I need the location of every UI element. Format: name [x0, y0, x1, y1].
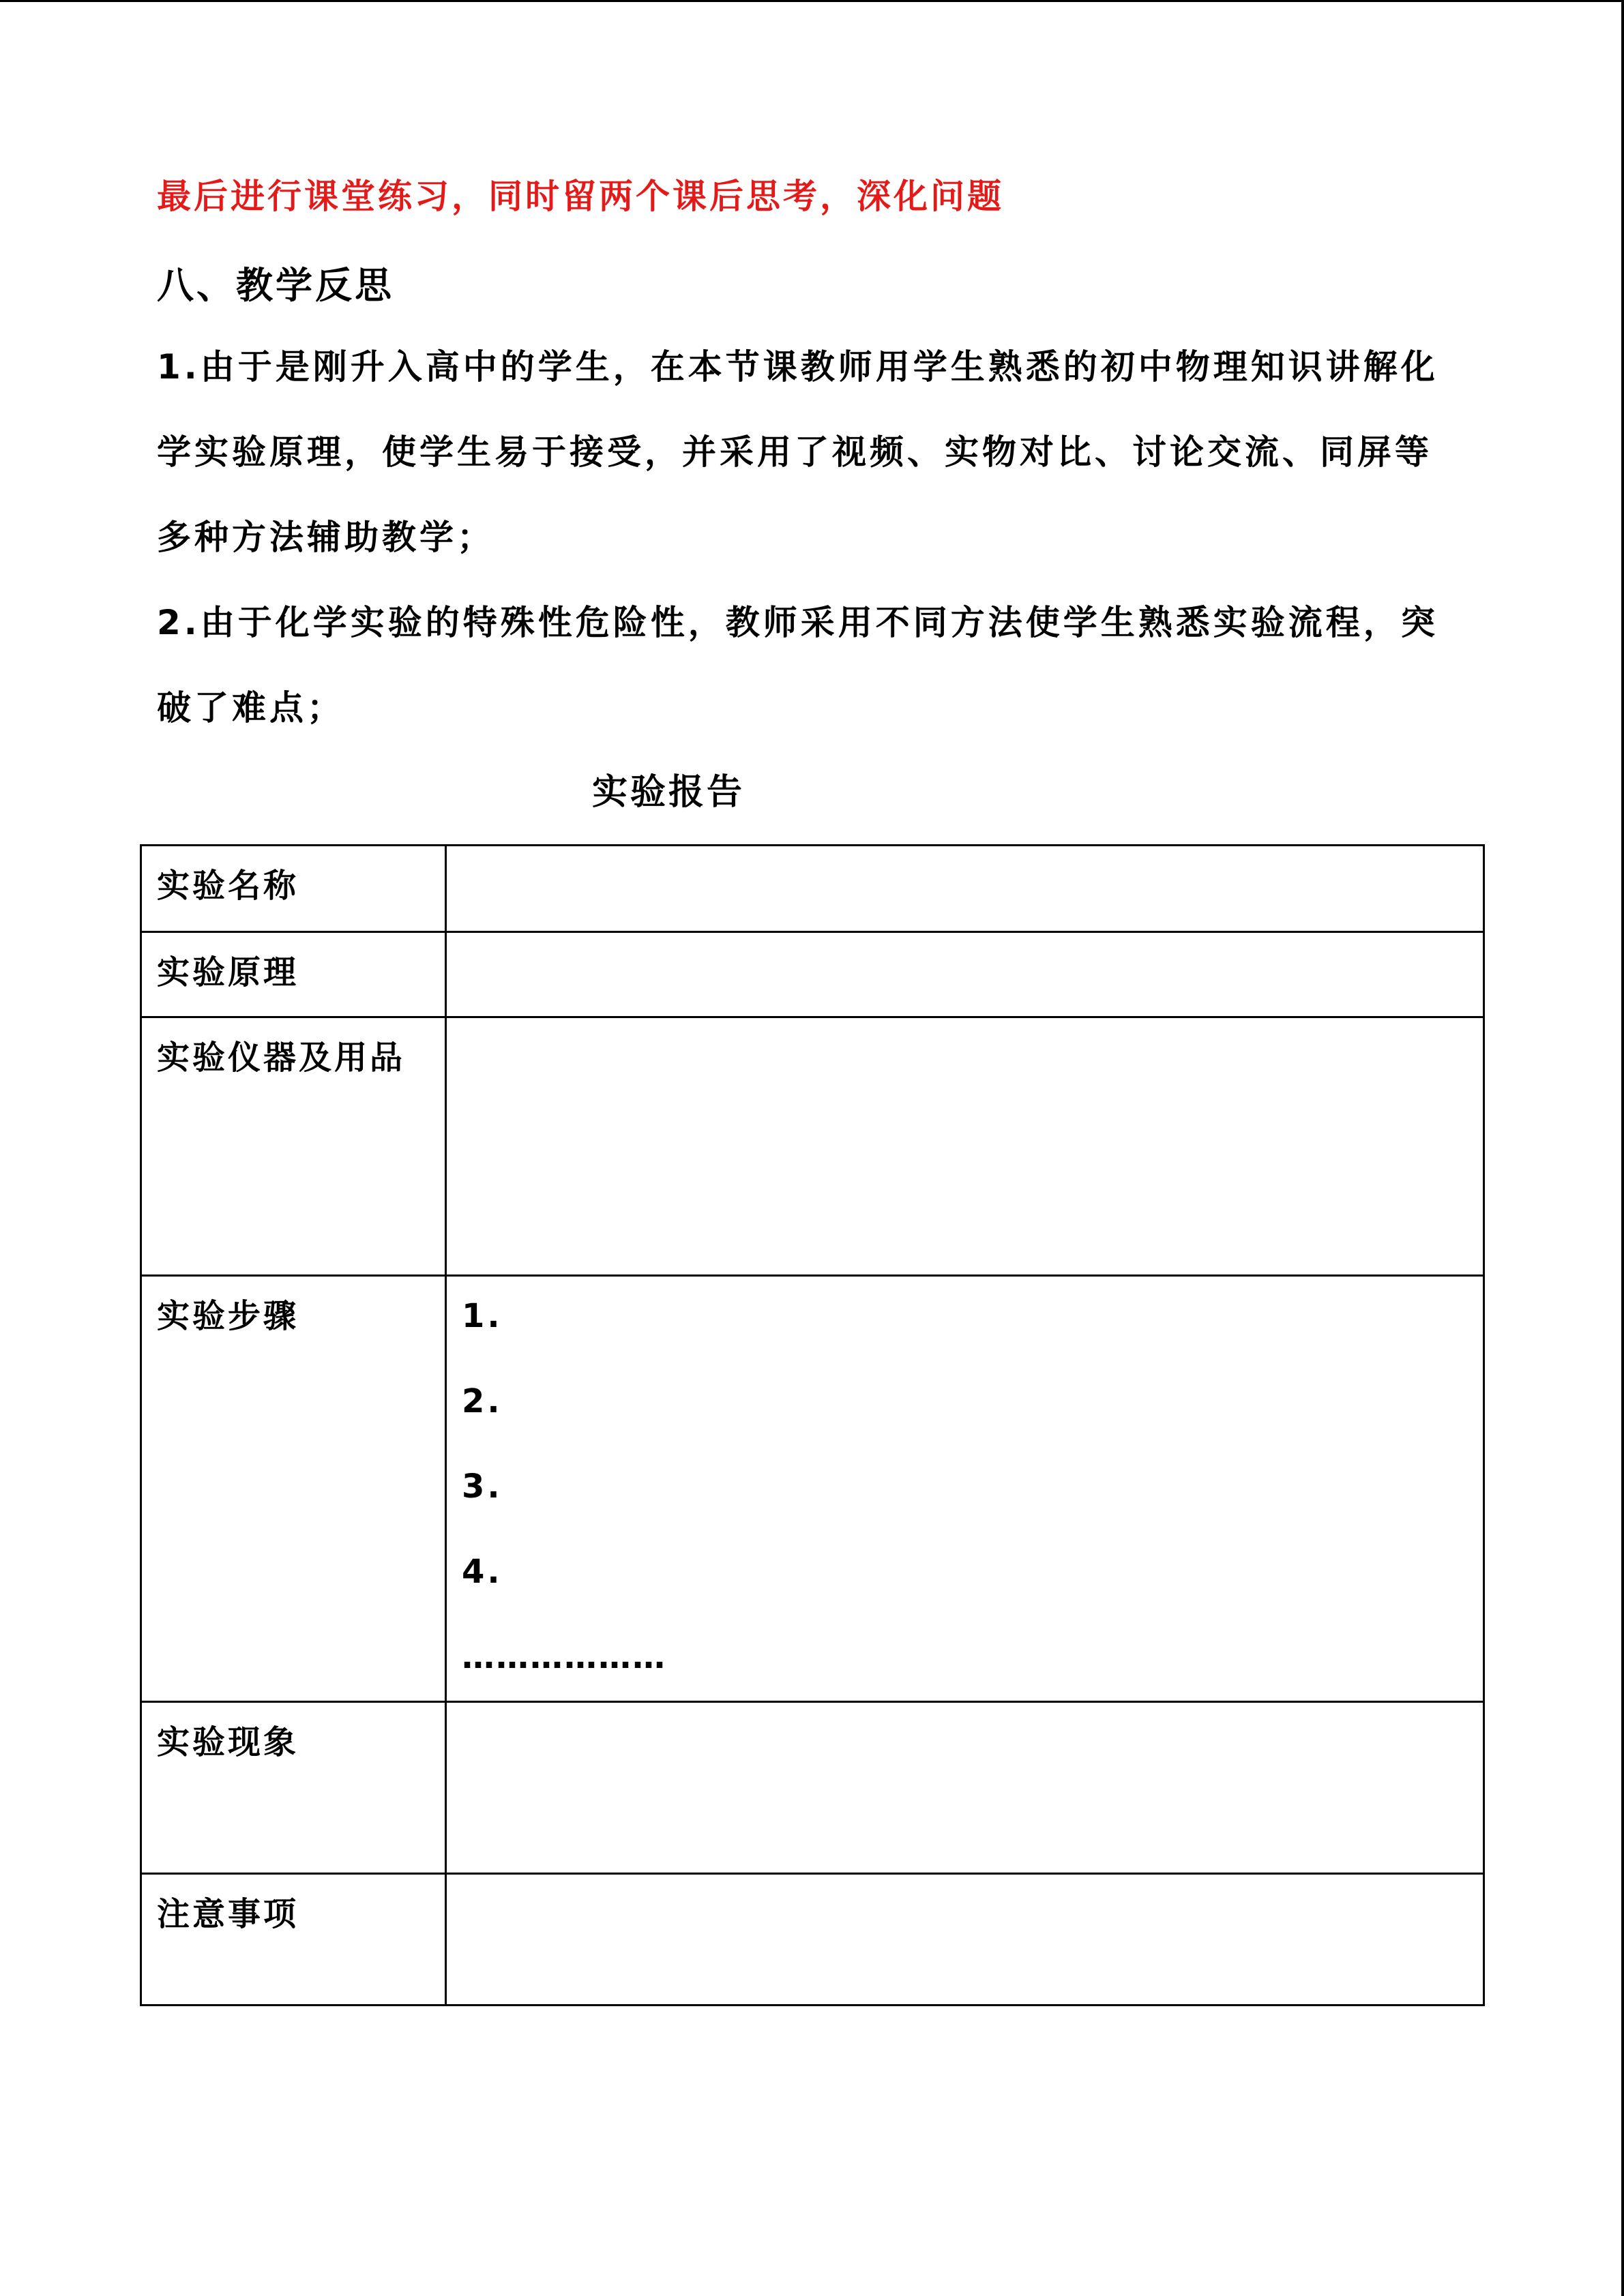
- table-row: [141, 1702, 1484, 1874]
- experiment-phenomenon-label: 实验现象: [141, 1702, 446, 1874]
- experiment-steps-label: 实验步骤: [141, 1276, 446, 1702]
- experiment-principle-cell[interactable]: [446, 932, 1484, 1017]
- experiment-principle-label: 实验原理: [141, 932, 446, 1017]
- step-3: 3.: [462, 1467, 503, 1506]
- classroom-practice-note: 最后进行课堂练习，同时留两个课后思考，深化问题: [157, 177, 1004, 216]
- reflection-line-1: 1.由于是刚升入高中的学生，在本节课教师用学生熟悉的初中物理知识讲解化: [157, 347, 1438, 387]
- experiment-equipment-cell[interactable]: [446, 1017, 1484, 1276]
- reflection-line-3: 多种方法辅助教学；: [157, 518, 494, 557]
- reflection-line-4: 2.由于化学实验的特殊性危险性，教师采用不同方法使学生熟悉实验流程，突: [157, 603, 1438, 642]
- experiment-steps-cell[interactable]: [446, 1276, 1484, 1702]
- experiment-report-table: [140, 844, 1485, 2006]
- notes-cell[interactable]: [446, 1874, 1484, 2006]
- step-ellipsis: ………………: [462, 1638, 666, 1676]
- step-2: 2.: [462, 1382, 503, 1420]
- section-heading: 八、教学反思: [157, 264, 394, 307]
- table-row: [141, 846, 1484, 932]
- reflection-line-2: 学实验原理，使学生易于接受，并采用了视频、实物对比、讨论交流、同屏等: [157, 432, 1432, 472]
- table-row: [141, 1874, 1484, 2006]
- experiment-name-cell[interactable]: [446, 846, 1484, 932]
- experiment-phenomenon-cell[interactable]: [446, 1702, 1484, 1874]
- table-row: [141, 932, 1484, 1017]
- page-right-border: [1621, 0, 1624, 2296]
- experiment-name-label: 实验名称: [141, 846, 446, 932]
- reflection-line-5: 破了难点；: [157, 688, 344, 728]
- table-row: [141, 1017, 1484, 1276]
- page-top-border: [0, 0, 1624, 2]
- report-title: 实验报告: [591, 772, 745, 813]
- step-4: 4.: [462, 1553, 503, 1591]
- notes-label: 注意事项: [141, 1874, 446, 2006]
- experiment-equipment-label: 实验仪器及用品: [141, 1017, 446, 1276]
- table-row: [141, 1276, 1484, 1702]
- step-1: 1.: [462, 1297, 503, 1335]
